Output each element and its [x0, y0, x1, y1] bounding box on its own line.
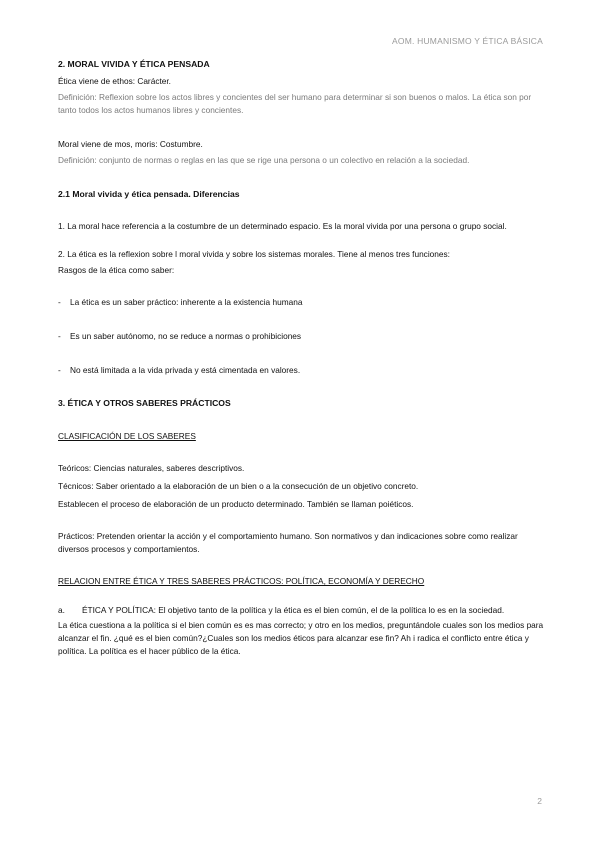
list-item	[58, 296, 544, 309]
final-paragraph: La ética cuestiona a la política si el bien común es es mas correcto; y otro en los medios, preguntándole cuales son los medios para alcanzar el fin. ¿qué es el bien común?¿Cuales son los medios éticos para alcanzar ese fin? Ah i radica el conflicto entre ética y política. La política es el hacer público de la ética.	[58, 620, 544, 656]
etica-politica-item: ÉTICA Y POLÍTICA: El objetivo tanto de la política y la ética es el bien común, el de la política lo es en la sociedad.	[82, 605, 505, 615]
list-item	[58, 604, 544, 617]
section-2-heading: 2. MORAL VIVIDA Y ÉTICA PENSADA	[58, 59, 210, 69]
section-2-1-heading: 2.1 Moral vivida y ética pensada. Diferencias	[58, 189, 240, 199]
etica-definition: Definición: Reflexion sobre los actos libres y concientes del ser humano para determinar si son buenos o malos. La ética son por tanto todos los actos humanos libres y concientes.	[58, 92, 532, 115]
page-content	[58, 56, 544, 658]
point-1: 1. La moral hace referencia a la costumbre de un determinado espacio. Es la moral vivida por una persona o grupo social.	[58, 221, 507, 231]
list-item	[58, 364, 544, 377]
relacion-heading: RELACION ENTRE ÉTICA Y TRES SABERES PRÁCTICOS: POLÍTICA, ECONOMÍA Y DERECHO	[58, 576, 425, 586]
point-2: 2. La ética es la reflexion sobre l moral vivida y sobre los sistemas morales. Tiene al menos tres funciones:	[58, 249, 450, 259]
running-header: AOM. HUMANISMO Y ÉTICA BÁSICA	[392, 36, 543, 46]
tecnicos-line: Técnicos: Saber orientado a la elaboración de un bien o a la consecución de un objetivo concreto.	[58, 481, 419, 491]
dash-bullet: -	[58, 331, 61, 341]
list-marker: a.	[58, 605, 65, 615]
page-number: 2	[537, 796, 542, 806]
rasgo-1: La ética es un saber práctico: inherente a la existencia humana	[70, 297, 303, 307]
clasificacion-heading: CLASIFICACIÓN DE LOS SABERES	[58, 431, 196, 441]
rasgo-3: No está limitada a la vida privada y está cimentada en valores.	[70, 365, 301, 375]
list-item	[58, 330, 544, 343]
rasgos-heading: Rasgos de la ética como saber:	[58, 265, 175, 275]
etica-origin: Ética viene de ethos: Carácter.	[58, 76, 171, 86]
dash-bullet: -	[58, 365, 61, 375]
teoricos-line: Teóricos: Ciencias naturales, saberes descriptivos.	[58, 463, 245, 473]
rasgo-2: Es un saber autónomo, no se reduce a normas o prohibiciones	[70, 331, 302, 341]
practicos-paragraph: Prácticos: Pretenden orientar la acción y el comportamiento humano. Son normativos y dan indicaciones sobre como realizar diversos procesos y comportamientos.	[58, 531, 518, 554]
moral-definition: Definición: conjunto de normas o reglas en las que se rige una persona o un colectivo en relación a la sociedad.	[58, 155, 470, 165]
moral-origin: Moral viene de mos, moris: Costumbre.	[58, 139, 203, 149]
section-3-heading: 3. ÉTICA Y OTROS SABERES PRÁCTICOS	[58, 398, 231, 408]
tecnicos-line-2: Establecen el proceso de elaboración de un producto determinado. También se llaman poiéticos.	[58, 499, 414, 509]
dash-bullet: -	[58, 297, 61, 307]
